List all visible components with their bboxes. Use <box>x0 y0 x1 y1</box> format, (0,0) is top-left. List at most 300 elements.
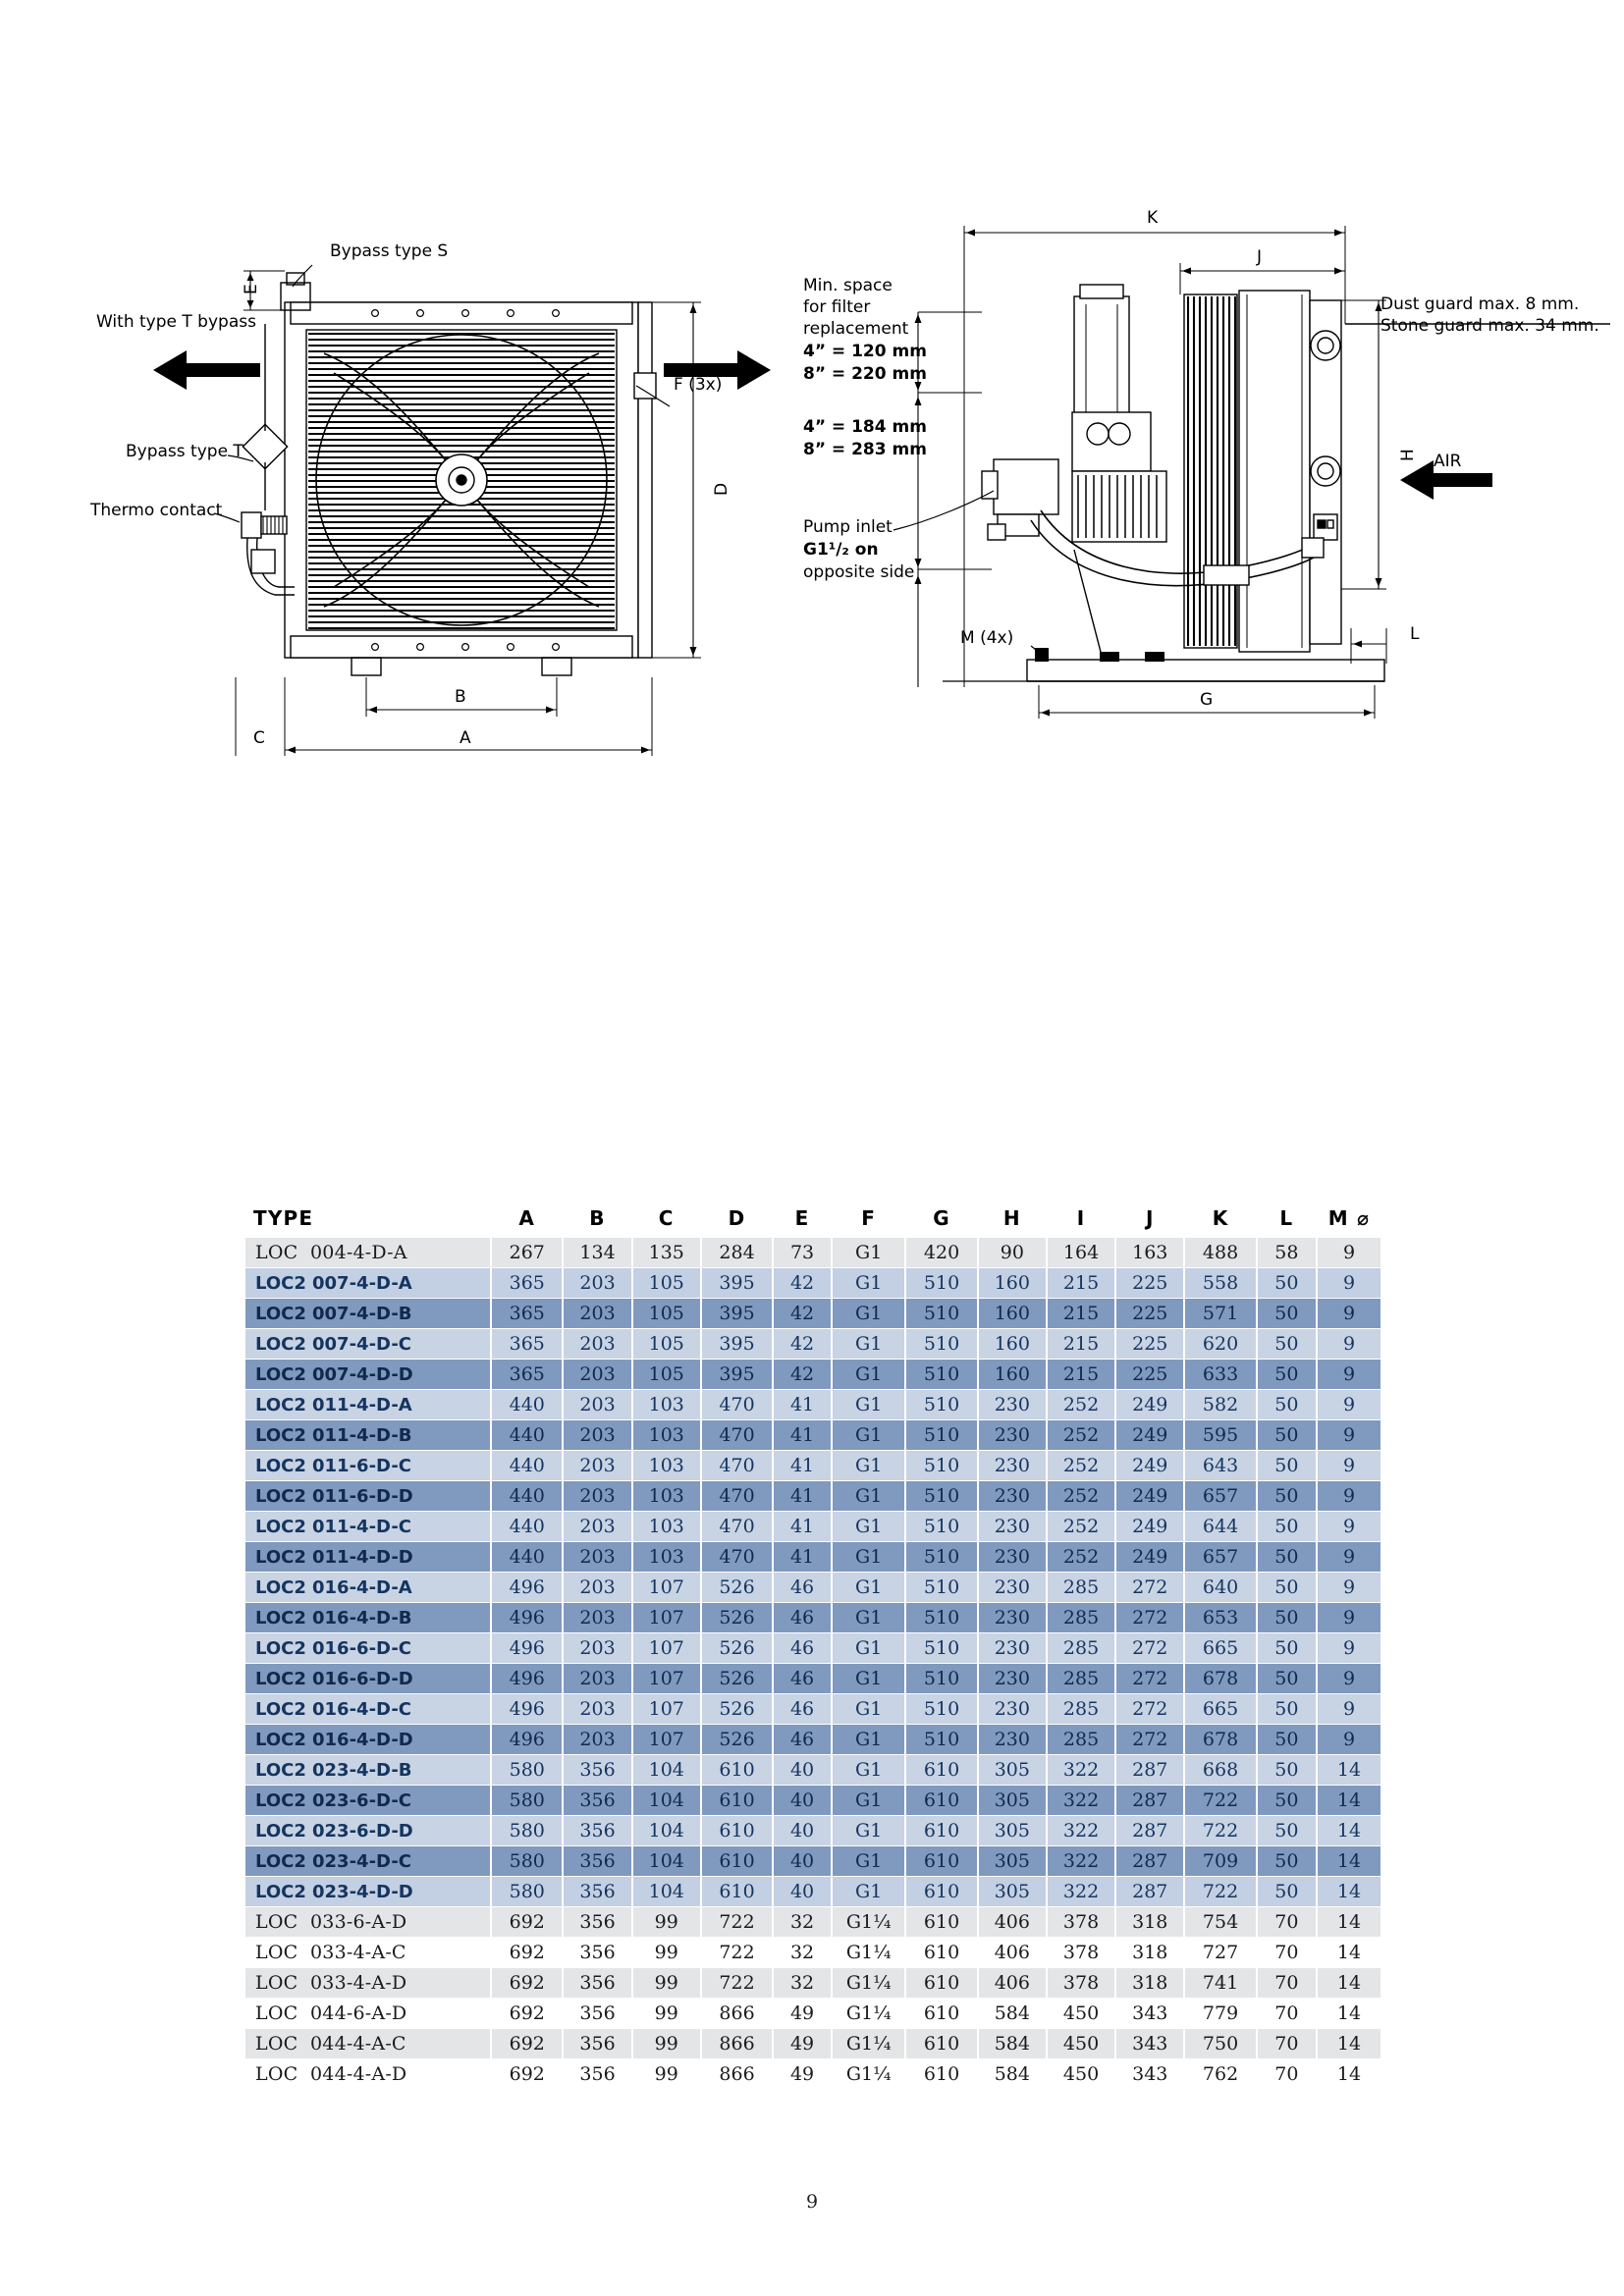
cell-b: 203 <box>564 1481 630 1511</box>
cell-m: 14 <box>1318 1786 1380 1815</box>
cell-f: G1 <box>833 1360 904 1389</box>
type-model: 023-4-D-D <box>312 1881 413 1902</box>
cell-e: 41 <box>774 1542 831 1572</box>
cell-c: 99 <box>633 1999 700 2028</box>
cell-k: 633 <box>1185 1360 1255 1389</box>
type-model: 007-4-D-C <box>312 1333 411 1355</box>
cell-h: 230 <box>979 1451 1046 1480</box>
cell-d: 284 <box>702 1238 772 1267</box>
cell-j: 249 <box>1116 1512 1183 1541</box>
cell-f: G1¼ <box>833 2059 904 2089</box>
cell-e: 41 <box>774 1420 831 1450</box>
cell-m: 9 <box>1318 1238 1380 1267</box>
label-stone-guard: Stone guard max. 34 mm. <box>1380 316 1599 336</box>
cell-type <box>245 1694 490 1724</box>
cell-j: 272 <box>1116 1573 1183 1602</box>
cell-k: 643 <box>1185 1451 1255 1480</box>
cell-g: 510 <box>906 1299 976 1328</box>
cell-l: 50 <box>1258 1633 1316 1663</box>
col-header-k: K <box>1212 1206 1229 1230</box>
type-model: 011-6-D-C <box>312 1455 411 1476</box>
cell-b: 356 <box>564 1877 630 1906</box>
cell-d: 395 <box>702 1360 772 1389</box>
table-row <box>245 1329 1380 1359</box>
cell-f: G1 <box>833 1694 904 1724</box>
type-model: 004-4-D-A <box>310 1242 407 1263</box>
cell-j: 318 <box>1116 1968 1183 1998</box>
cell-j: 343 <box>1116 2029 1183 2058</box>
cell-j: 343 <box>1116 1999 1183 2028</box>
cell-type <box>245 1999 490 2028</box>
cell-b: 203 <box>564 1451 630 1480</box>
table-row <box>245 1725 1380 1754</box>
cell-k: 668 <box>1185 1755 1255 1785</box>
dim-label-e: E <box>242 284 261 294</box>
dim-label-h: H <box>1398 449 1418 461</box>
cell-c: 99 <box>633 1938 700 1967</box>
type-model: 016-4-D-B <box>312 1607 412 1629</box>
type-model: 011-4-D-D <box>312 1546 413 1568</box>
cell-k: 722 <box>1185 1877 1255 1906</box>
cell-m: 9 <box>1318 1268 1380 1298</box>
cell-d: 722 <box>702 1907 772 1937</box>
cell-b: 203 <box>564 1573 630 1602</box>
cell-c: 99 <box>633 1968 700 1998</box>
cell-k: 762 <box>1185 2059 1255 2089</box>
cell-j: 287 <box>1116 1877 1183 1906</box>
cell-h: 230 <box>979 1542 1046 1572</box>
type-model: 016-4-D-A <box>312 1576 412 1598</box>
cell-a: 580 <box>492 1877 562 1906</box>
technical-drawings-area <box>0 0 1624 805</box>
cell-type <box>245 1268 490 1298</box>
cell-h: 230 <box>979 1633 1046 1663</box>
cell-b: 203 <box>564 1633 630 1663</box>
cell-i: 252 <box>1048 1451 1114 1480</box>
cell-h: 305 <box>979 1786 1046 1815</box>
cell-type <box>245 1329 490 1359</box>
cell-h: 305 <box>979 1755 1046 1785</box>
cell-a: 496 <box>492 1603 562 1632</box>
type-model: 023-4-D-B <box>312 1759 412 1781</box>
cell-k: 741 <box>1185 1968 1255 1998</box>
cell-m: 9 <box>1318 1299 1380 1328</box>
table-row <box>245 1542 1380 1572</box>
cell-j: 249 <box>1116 1481 1183 1511</box>
cell-l: 50 <box>1258 1603 1316 1632</box>
type-prefix: LOC2 <box>255 1698 306 1720</box>
cell-a: 580 <box>492 1846 562 1876</box>
table-row <box>245 1999 1380 2028</box>
cell-b: 203 <box>564 1603 630 1632</box>
cell-d: 470 <box>702 1481 772 1511</box>
cell-e: 32 <box>774 1968 831 1998</box>
cell-k: 678 <box>1185 1725 1255 1754</box>
type-prefix: LOC2 <box>255 1637 306 1659</box>
cell-k: 571 <box>1185 1299 1255 1328</box>
cell-g: 510 <box>906 1512 976 1541</box>
cell-i: 322 <box>1048 1816 1114 1845</box>
cell-i: 252 <box>1048 1390 1114 1419</box>
cell-m: 14 <box>1318 1907 1380 1937</box>
cell-e: 46 <box>774 1725 831 1754</box>
cell-a: 365 <box>492 1360 562 1389</box>
cell-g: 610 <box>906 1755 976 1785</box>
cell-c: 103 <box>633 1420 700 1450</box>
table-row <box>245 1481 1380 1511</box>
cell-e: 46 <box>774 1633 831 1663</box>
cell-type <box>245 1299 490 1328</box>
cell-k: 727 <box>1185 1938 1255 1967</box>
cell-l: 50 <box>1258 1816 1316 1845</box>
type-model: 016-4-D-C <box>312 1698 411 1720</box>
cell-h: 230 <box>979 1512 1046 1541</box>
cell-j: 272 <box>1116 1603 1183 1632</box>
cell-b: 203 <box>564 1542 630 1572</box>
cell-f: G1 <box>833 1451 904 1480</box>
cell-f: G1 <box>833 1481 904 1511</box>
cell-c: 107 <box>633 1664 700 1693</box>
cell-g: 420 <box>906 1238 976 1267</box>
cell-type <box>245 1481 490 1511</box>
type-model: 016-6-D-D <box>312 1668 413 1689</box>
type-prefix: LOC2 <box>255 1820 306 1842</box>
cell-g: 610 <box>906 1877 976 1906</box>
cell-g: 510 <box>906 1542 976 1572</box>
type-model: 016-4-D-D <box>312 1729 413 1750</box>
cell-f: G1 <box>833 1390 904 1419</box>
type-model: 007-4-D-D <box>312 1363 413 1385</box>
type-prefix: LOC2 <box>255 1881 306 1902</box>
dim-label-a: A <box>460 728 471 748</box>
cell-m: 9 <box>1318 1481 1380 1511</box>
cell-f: G1¼ <box>833 1968 904 1998</box>
cell-j: 249 <box>1116 1420 1183 1450</box>
cell-l: 58 <box>1258 1238 1316 1267</box>
cell-e: 40 <box>774 1786 831 1815</box>
cell-k: 709 <box>1185 1846 1255 1876</box>
cell-j: 287 <box>1116 1786 1183 1815</box>
cell-i: 215 <box>1048 1329 1114 1359</box>
cell-g: 510 <box>906 1694 976 1724</box>
cell-c: 99 <box>633 2029 700 2058</box>
type-prefix: LOC <box>255 1972 298 1994</box>
cell-c: 105 <box>633 1268 700 1298</box>
cell-i: 252 <box>1048 1481 1114 1511</box>
label-pump-inlet-line2: G1¹/₂ on <box>803 540 879 560</box>
cell-k: 779 <box>1185 1999 1255 2028</box>
label-min-space2-8in: 8” = 283 mm <box>803 440 927 459</box>
cell-i: 285 <box>1048 1573 1114 1602</box>
cell-d: 395 <box>702 1268 772 1298</box>
col-header-b: B <box>589 1206 606 1230</box>
cell-a: 580 <box>492 1786 562 1815</box>
cell-l: 50 <box>1258 1542 1316 1572</box>
cell-type <box>245 1938 490 1967</box>
cell-e: 40 <box>774 1816 831 1845</box>
cell-b: 356 <box>564 1999 630 2028</box>
cell-i: 378 <box>1048 1907 1114 1937</box>
cell-type <box>245 1725 490 1754</box>
cell-i: 285 <box>1048 1694 1114 1724</box>
cell-d: 526 <box>702 1603 772 1632</box>
cell-j: 318 <box>1116 1907 1183 1937</box>
cell-type <box>245 1451 490 1480</box>
cell-h: 230 <box>979 1481 1046 1511</box>
dim-label-g: G <box>1200 690 1214 710</box>
cell-e: 32 <box>774 1907 831 1937</box>
cell-a: 580 <box>492 1755 562 1785</box>
type-prefix: LOC2 <box>255 1516 306 1537</box>
cell-a: 267 <box>492 1238 562 1267</box>
type-model: 033-4-A-C <box>310 1942 406 1963</box>
table-row <box>245 1816 1380 1845</box>
cell-k: 665 <box>1185 1694 1255 1724</box>
cell-b: 356 <box>564 1938 630 1967</box>
col-header-h: H <box>1002 1206 1021 1230</box>
cell-g: 510 <box>906 1664 976 1693</box>
cell-e: 46 <box>774 1573 831 1602</box>
cell-c: 104 <box>633 1816 700 1845</box>
cell-c: 99 <box>633 2059 700 2089</box>
cell-h: 160 <box>979 1268 1046 1298</box>
cell-l: 50 <box>1258 1755 1316 1785</box>
cell-c: 99 <box>633 1907 700 1937</box>
dim-label-d: D <box>712 482 731 496</box>
cell-e: 49 <box>774 2059 831 2089</box>
cell-m: 14 <box>1318 1755 1380 1785</box>
type-prefix: LOC <box>255 2063 298 2085</box>
cell-c: 105 <box>633 1299 700 1328</box>
cell-h: 406 <box>979 1907 1046 1937</box>
cell-b: 203 <box>564 1390 630 1419</box>
table-row <box>245 1512 1380 1541</box>
cell-e: 40 <box>774 1755 831 1785</box>
cell-d: 470 <box>702 1451 772 1480</box>
table-row <box>245 1694 1380 1724</box>
type-prefix: LOC2 <box>255 1576 306 1598</box>
cell-a: 440 <box>492 1512 562 1541</box>
col-header-c: C <box>658 1206 675 1230</box>
label-thermo-contact: Thermo contact <box>90 501 223 520</box>
cell-b: 203 <box>564 1512 630 1541</box>
cell-f: G1¼ <box>833 1999 904 2028</box>
cell-i: 285 <box>1048 1664 1114 1693</box>
label-air: AIR <box>1434 452 1462 471</box>
type-model: 044-4-A-D <box>310 2063 407 2085</box>
cell-f: G1 <box>833 1877 904 1906</box>
table-row <box>245 1664 1380 1693</box>
label-f-3x: F (3x) <box>674 375 723 395</box>
cell-c: 107 <box>633 1694 700 1724</box>
cell-m: 9 <box>1318 1603 1380 1632</box>
cell-d: 526 <box>702 1633 772 1663</box>
dim-label-c: C <box>253 728 265 748</box>
cell-d: 526 <box>702 1694 772 1724</box>
cell-e: 49 <box>774 1999 831 2028</box>
cell-type <box>245 1512 490 1541</box>
cell-j: 225 <box>1116 1329 1183 1359</box>
cell-m: 14 <box>1318 1999 1380 2028</box>
cell-a: 440 <box>492 1481 562 1511</box>
label-dust-guard: Dust guard max. 8 mm. <box>1380 294 1580 314</box>
cell-d: 610 <box>702 1816 772 1845</box>
cell-k: 653 <box>1185 1603 1255 1632</box>
cell-g: 510 <box>906 1451 976 1480</box>
cell-m: 9 <box>1318 1390 1380 1419</box>
cell-h: 305 <box>979 1877 1046 1906</box>
cell-c: 104 <box>633 1877 700 1906</box>
cell-i: 215 <box>1048 1360 1114 1389</box>
cell-l: 70 <box>1258 1968 1316 1998</box>
cell-m: 14 <box>1318 2029 1380 2058</box>
cell-h: 90 <box>979 1238 1046 1267</box>
dim-label-l: L <box>1410 624 1420 644</box>
cell-l: 70 <box>1258 1999 1316 2028</box>
cell-type <box>245 1390 490 1419</box>
cell-j: 249 <box>1116 1451 1183 1480</box>
cell-e: 46 <box>774 1664 831 1693</box>
specification-table <box>244 1205 1382 2090</box>
cell-m: 9 <box>1318 1573 1380 1602</box>
type-prefix: LOC2 <box>255 1333 306 1355</box>
cell-e: 49 <box>774 2029 831 2058</box>
cell-k: 595 <box>1185 1420 1255 1450</box>
cell-f: G1 <box>833 1633 904 1663</box>
cell-f: G1 <box>833 1603 904 1632</box>
type-model: 023-6-D-C <box>312 1789 411 1811</box>
cell-c: 105 <box>633 1360 700 1389</box>
cell-c: 103 <box>633 1512 700 1541</box>
cell-b: 203 <box>564 1360 630 1389</box>
cell-f: G1 <box>833 1329 904 1359</box>
table-row <box>245 1451 1380 1480</box>
dim-label-j: J <box>1257 247 1263 267</box>
cell-f: G1 <box>833 1725 904 1754</box>
cell-g: 510 <box>906 1420 976 1450</box>
cell-e: 41 <box>774 1512 831 1541</box>
cell-l: 70 <box>1258 1938 1316 1967</box>
cell-g: 510 <box>906 1573 976 1602</box>
cell-a: 496 <box>492 1725 562 1754</box>
cell-g: 610 <box>906 1999 976 2028</box>
type-prefix: LOC2 <box>255 1668 306 1689</box>
cell-j: 287 <box>1116 1816 1183 1845</box>
type-model: 016-6-D-C <box>312 1637 411 1659</box>
cell-i: 285 <box>1048 1603 1114 1632</box>
cell-k: 722 <box>1185 1786 1255 1815</box>
type-prefix: LOC2 <box>255 1850 306 1872</box>
cell-b: 356 <box>564 2059 630 2089</box>
cell-a: 692 <box>492 2059 562 2089</box>
cell-j: 225 <box>1116 1268 1183 1298</box>
type-prefix: LOC2 <box>255 1729 306 1750</box>
cell-m: 9 <box>1318 1512 1380 1541</box>
label-min-space-4in: 4” = 120 mm <box>803 342 927 361</box>
cell-a: 440 <box>492 1542 562 1572</box>
cell-a: 692 <box>492 1999 562 2028</box>
cell-d: 526 <box>702 1725 772 1754</box>
cell-g: 510 <box>906 1360 976 1389</box>
table-row <box>245 1938 1380 1967</box>
cell-l: 50 <box>1258 1329 1316 1359</box>
cell-e: 41 <box>774 1451 831 1480</box>
cell-k: 678 <box>1185 1664 1255 1693</box>
cell-a: 692 <box>492 1907 562 1937</box>
cell-d: 470 <box>702 1542 772 1572</box>
table-header-row <box>245 1206 1380 1237</box>
cell-f: G1¼ <box>833 2029 904 2058</box>
cell-g: 610 <box>906 2059 976 2089</box>
cell-h: 305 <box>979 1846 1046 1876</box>
table-row <box>245 1968 1380 1998</box>
cell-j: 225 <box>1116 1299 1183 1328</box>
cell-e: 42 <box>774 1299 831 1328</box>
cell-j: 249 <box>1116 1542 1183 1572</box>
col-header-type: TYPE <box>253 1206 314 1230</box>
cell-g: 610 <box>906 1968 976 1998</box>
table-row <box>245 1238 1380 1267</box>
cell-i: 378 <box>1048 1938 1114 1967</box>
cell-d: 610 <box>702 1755 772 1785</box>
cell-i: 285 <box>1048 1725 1114 1754</box>
type-prefix: LOC2 <box>255 1455 306 1476</box>
cell-h: 160 <box>979 1360 1046 1389</box>
cell-f: G1 <box>833 1755 904 1785</box>
cell-a: 365 <box>492 1299 562 1328</box>
cell-m: 14 <box>1318 1877 1380 1906</box>
cell-i: 322 <box>1048 1755 1114 1785</box>
table-row <box>245 1420 1380 1450</box>
cell-m: 9 <box>1318 1542 1380 1572</box>
page-number: 9 <box>805 2191 819 2213</box>
cell-h: 230 <box>979 1664 1046 1693</box>
type-prefix: LOC <box>255 1911 298 1933</box>
label-bypass-type-s: Bypass type S <box>330 241 449 261</box>
cell-e: 32 <box>774 1938 831 1967</box>
cell-h: 584 <box>979 2059 1046 2089</box>
cell-k: 722 <box>1185 1816 1255 1845</box>
cell-b: 356 <box>564 1968 630 1998</box>
cell-h: 230 <box>979 1390 1046 1419</box>
table-row <box>245 1268 1380 1298</box>
cell-m: 9 <box>1318 1694 1380 1724</box>
cell-c: 107 <box>633 1725 700 1754</box>
cell-f: G1¼ <box>833 1907 904 1937</box>
cell-h: 230 <box>979 1725 1046 1754</box>
cell-i: 252 <box>1048 1512 1114 1541</box>
cell-l: 50 <box>1258 1481 1316 1511</box>
cell-d: 866 <box>702 2029 772 2058</box>
cell-k: 754 <box>1185 1907 1255 1937</box>
type-prefix: LOC2 <box>255 1424 306 1446</box>
cell-c: 135 <box>633 1238 700 1267</box>
cell-l: 50 <box>1258 1420 1316 1450</box>
cell-i: 164 <box>1048 1238 1114 1267</box>
cell-g: 610 <box>906 1907 976 1937</box>
type-model: 023-4-D-C <box>312 1850 411 1872</box>
cell-type <box>245 1846 490 1876</box>
cell-l: 50 <box>1258 1877 1316 1906</box>
cell-d: 470 <box>702 1420 772 1450</box>
cell-a: 440 <box>492 1420 562 1450</box>
cell-c: 105 <box>633 1329 700 1359</box>
label-min-space-line1: Min. space <box>803 276 893 295</box>
cell-k: 640 <box>1185 1573 1255 1602</box>
cell-f: G1 <box>833 1512 904 1541</box>
table-row <box>245 2029 1380 2058</box>
cell-h: 230 <box>979 1694 1046 1724</box>
